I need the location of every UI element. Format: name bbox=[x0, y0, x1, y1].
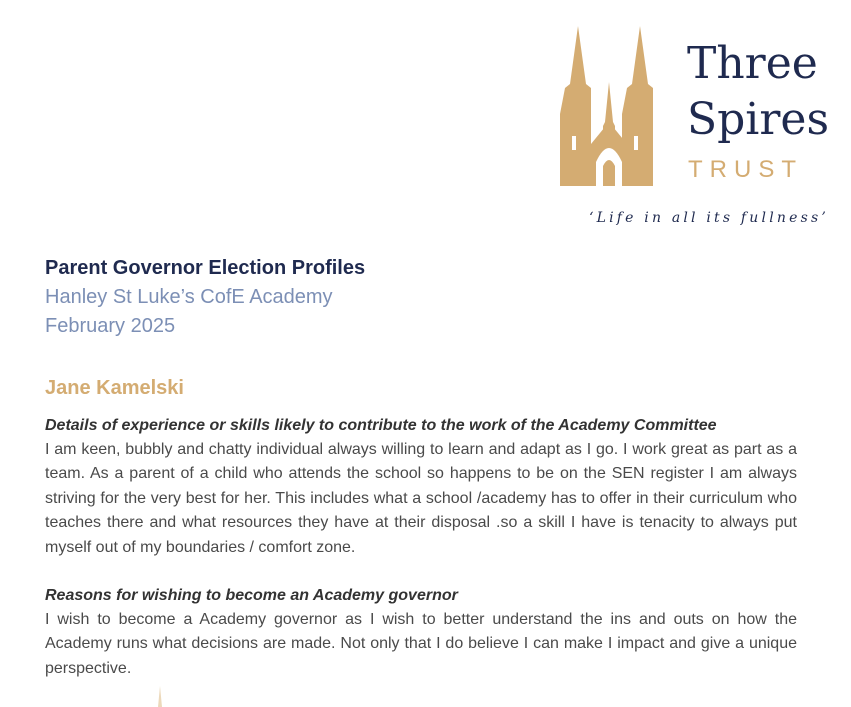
spire-watermark-icon bbox=[154, 686, 166, 707]
experience-body: I am keen, bubbly and chatty individual always willing to learn and adapt as I go. I work great as part as a team. As a parent of a child who attends the school so happens to be on the SEN register I am always striving for the very best for her. This includes what a school /academy has to offer in their curriculum who teaches there and what resources they have at their disposal .so a skill I have is tenacity to always put myself out of my boundaries / comfort zone. bbox=[45, 441, 797, 556]
reasons-section bbox=[45, 584, 797, 681]
document-heading bbox=[45, 254, 805, 341]
trust-tagline: ‘Life in all its fullness’ bbox=[588, 210, 829, 226]
candidate-name: Jane Kamelski bbox=[45, 377, 184, 399]
experience-section bbox=[45, 414, 797, 560]
logo-word-spires: Spires bbox=[687, 94, 830, 145]
experience-heading: Details of experience or skills likely to contribute to the work of the Academy Committee bbox=[45, 417, 717, 434]
logo-word-trust: TRUST bbox=[688, 156, 803, 183]
document-date: February 2025 bbox=[45, 315, 176, 337]
school-name: Hanley St Luke’s CofE Academy bbox=[45, 286, 333, 308]
logo-word-three: Three bbox=[687, 38, 818, 89]
reasons-heading: Reasons for wishing to become an Academy governor bbox=[45, 587, 458, 604]
reasons-body: I wish to become a Academy governor as I wish to better understand the ins and outs on how the Academy runs what decisions are made. Not only that I do believe I can make I impact and give a unique perspective. bbox=[45, 611, 797, 677]
cathedral-spires-icon bbox=[560, 26, 675, 186]
trust-logo bbox=[560, 26, 835, 191]
document-title: Parent Governor Election Profiles bbox=[45, 257, 366, 279]
